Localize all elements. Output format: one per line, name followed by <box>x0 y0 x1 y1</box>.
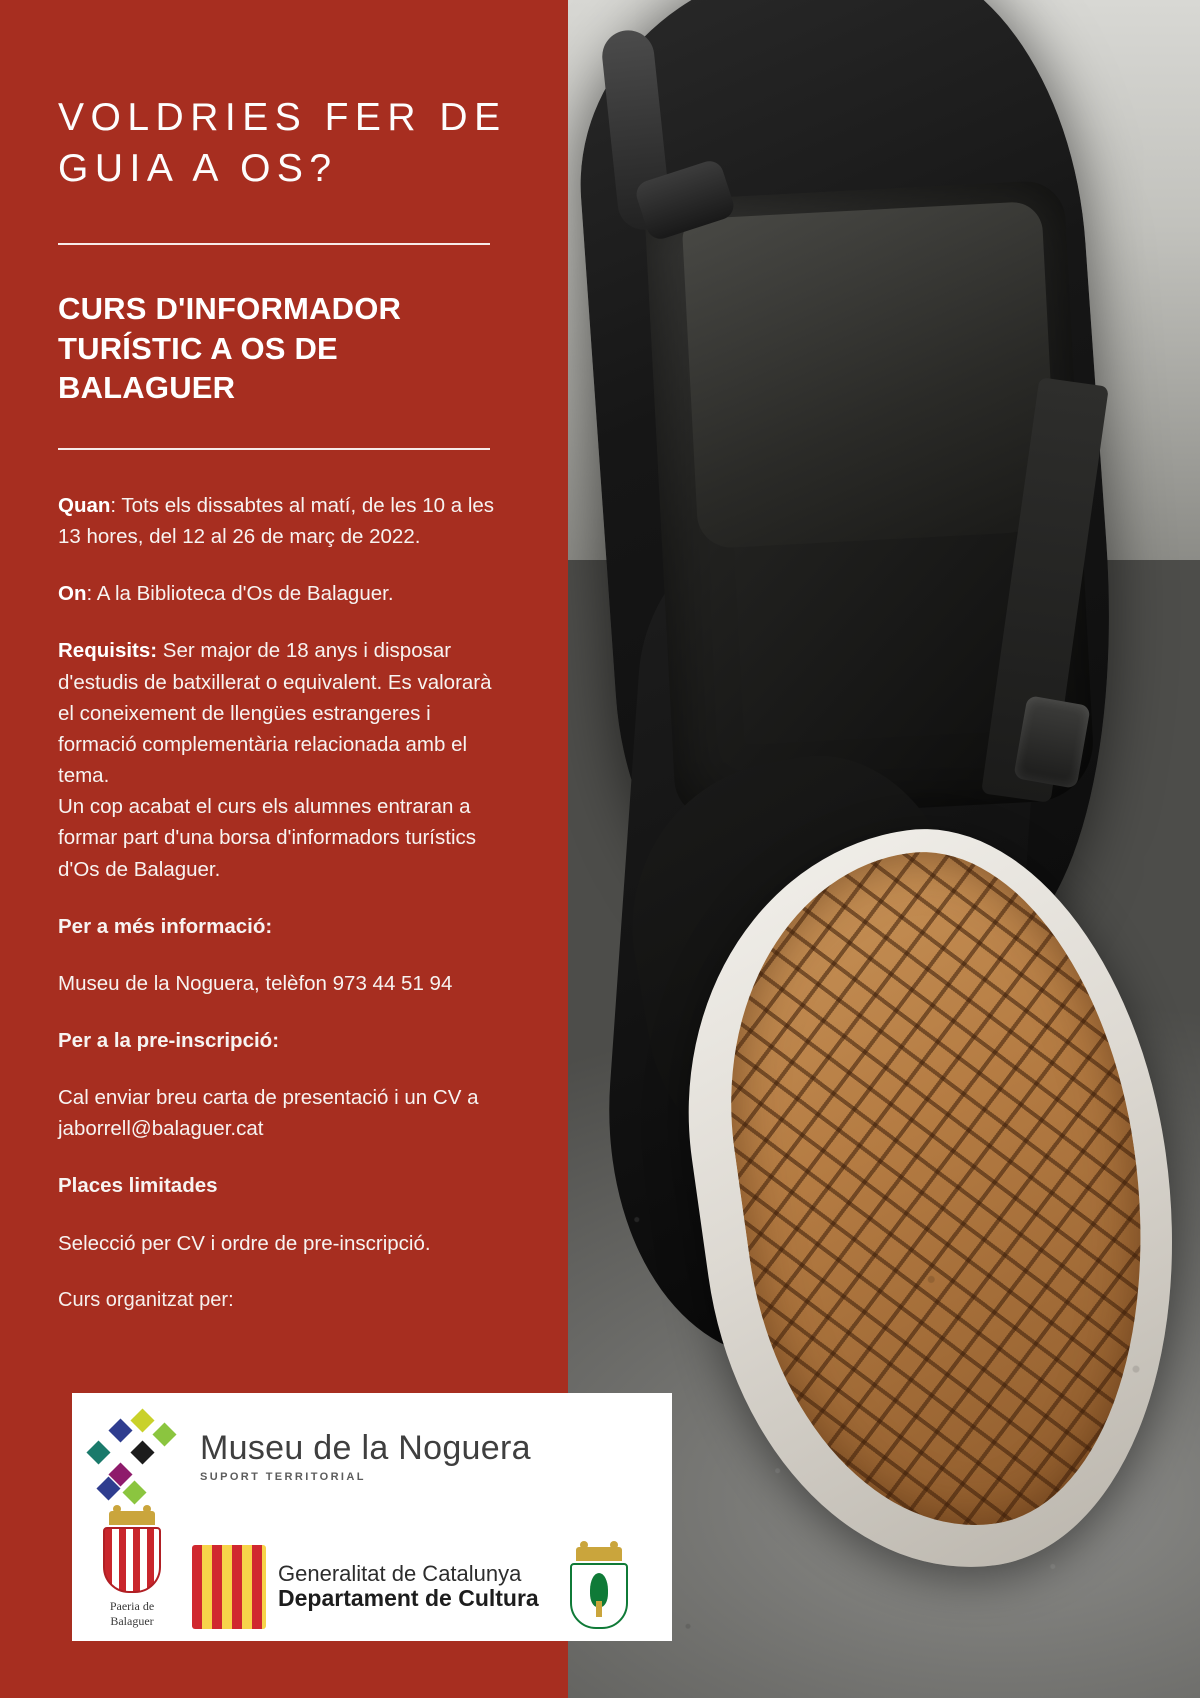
limited-places-text: Selecció per CV i ordre de pre-inscripció. <box>58 1231 431 1255</box>
generalitat-logo <box>192 1545 539 1629</box>
limited-places-label: Places limitades <box>58 1174 218 1198</box>
more-info-text: Museu de la Noguera, telèfon 973 44 51 94 <box>58 971 453 995</box>
preinscription-label: Per a la pre-inscripció: <box>58 1028 280 1052</box>
requirements-label: Requisits: <box>58 639 158 663</box>
museum-text-block <box>200 1431 531 1483</box>
museum-logo <box>90 1409 654 1505</box>
when-label: Quan <box>58 493 111 517</box>
where-text: : A la Biblioteca d'Os de Balaguer. <box>86 582 394 606</box>
poster-headline: VOLDRIES FER DE GUIA A OS? <box>58 96 507 191</box>
museum-title: Museu de la Noguera <box>200 1429 531 1467</box>
more-info-label: Per a més informació: <box>58 914 273 938</box>
organized-by-label: Curs organitzat per: <box>58 1288 234 1311</box>
poster-subheadline: CURS D'INFORMADOR TURÍSTIC A OS DE BALAGUER <box>58 290 402 406</box>
preinscription-text: Cal enviar breu carta de presentació i un CV a jaborrell@balaguer.cat <box>58 1086 479 1141</box>
when-paragraph <box>58 490 510 552</box>
where-label: On <box>58 582 87 606</box>
generalitat-text-block <box>278 1562 539 1612</box>
when-text: : Tots els dissabtes al matí, de les 10 a les 13 hores, del 12 al 26 de març de 2022. <box>58 493 495 549</box>
paeria-caption: Paeria de Balaguer <box>109 1599 155 1628</box>
photo-bag-flap <box>682 201 1059 549</box>
paeria-shield-icon <box>103 1527 161 1593</box>
generalitat-department: Departament de Cultura <box>278 1585 539 1612</box>
logo-strip <box>72 1393 672 1641</box>
institution-logos <box>90 1517 654 1629</box>
os-shield-icon <box>570 1563 628 1629</box>
crown-icon-os <box>576 1547 622 1561</box>
generalitat-name: Generalitat de Catalunya <box>278 1560 522 1586</box>
poster-body <box>58 490 510 1315</box>
museum-subtitle: SUPORT TERRITORIAL <box>200 1471 366 1483</box>
divider-bottom <box>58 448 490 450</box>
where-paragraph <box>58 578 510 609</box>
crown-icon <box>109 1511 155 1525</box>
requirements-text: Ser major de 18 anys i disposar d'estudis de batxillerat o equivalent. Es valorarà el coneixement de llengües estrangeres i formació complementària relacionada amb el tema. <box>58 639 492 788</box>
museum-diamond-icon <box>90 1414 186 1500</box>
paeria-balaguer-logo <box>90 1511 174 1629</box>
divider-top <box>58 243 490 245</box>
senyera-icon <box>192 1545 266 1629</box>
requirements-paragraph-2: Un cop acabat el curs els alumnes entraran a formar part d'una borsa d'informadors turístics d'Os de Balaguer. <box>58 795 476 881</box>
os-de-balaguer-logo <box>557 1547 641 1629</box>
requirements-paragraph <box>58 635 510 791</box>
